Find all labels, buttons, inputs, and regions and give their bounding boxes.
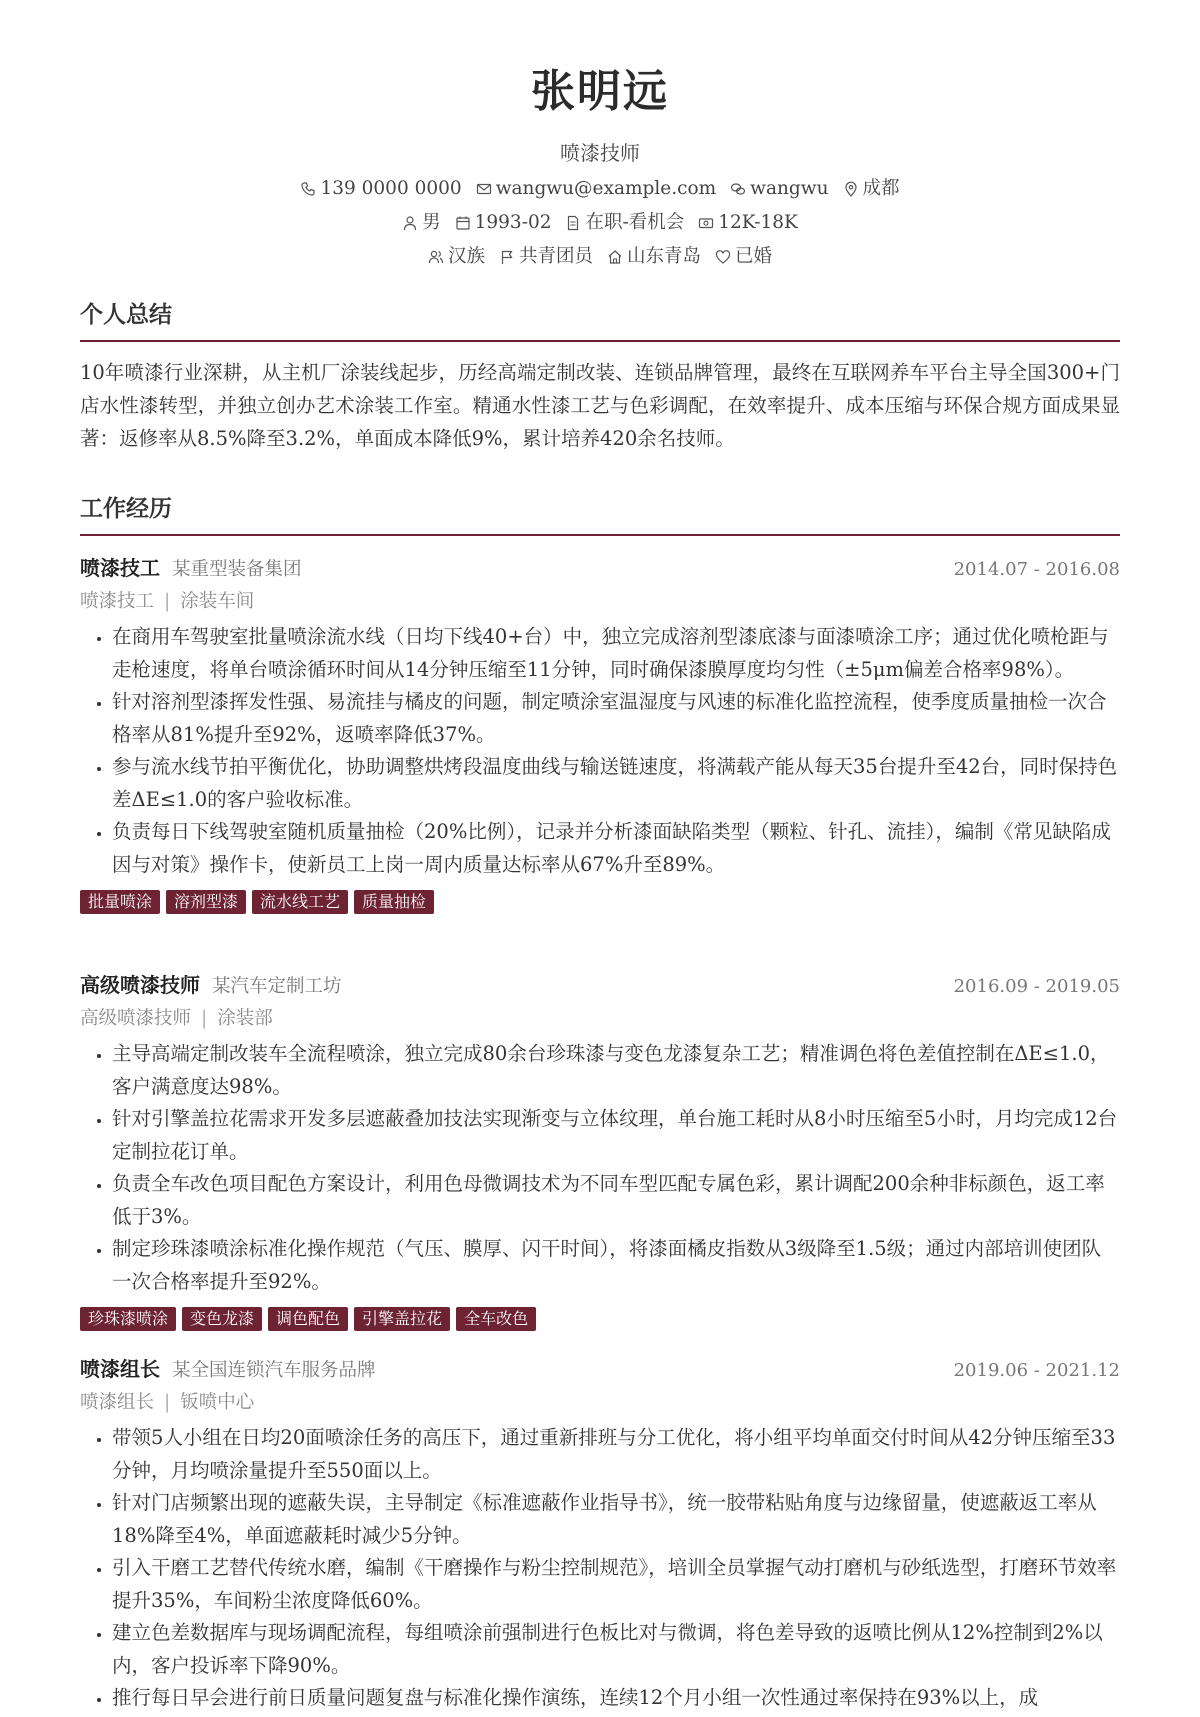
birth-text: 1993-02 xyxy=(474,212,552,233)
job-bullets xyxy=(80,1422,1120,1715)
skill-tag: 溶剂型漆 xyxy=(166,890,246,914)
skill-tag: 全车改色 xyxy=(456,1307,536,1331)
candidate-name: 张明远 xyxy=(531,66,669,117)
job-subline: 喷漆组长 | 钣喷中心 xyxy=(80,1392,255,1413)
list-item: • 负责全车改色项目配色方案设计，利用色母微调技术为不同车型匹配专属色彩，累计调配200余种非标颜色，返工率低于3%。 xyxy=(112,1168,1120,1233)
job-entry xyxy=(80,553,1120,914)
skill-tag: 批量喷涂 xyxy=(80,890,160,914)
marital-item xyxy=(715,244,772,270)
skill-tag: 质量抽检 xyxy=(354,890,434,914)
job-subline: 高级喷漆技师 | 涂装部 xyxy=(80,1008,273,1029)
mail-icon xyxy=(476,181,492,197)
job-department: 钣喷中心 xyxy=(180,1392,255,1413)
job-entry xyxy=(80,970,1120,1331)
section-title: 工作经历 xyxy=(80,493,1120,536)
phone-text: 139 0000 0000 xyxy=(320,178,462,199)
city-text: 成都 xyxy=(862,178,900,199)
summary-section xyxy=(80,299,1120,455)
ethnicity-item xyxy=(428,244,485,270)
phone-item xyxy=(300,176,461,202)
job-entry xyxy=(80,1354,1120,1715)
skill-tag: 引擎盖拉花 xyxy=(354,1307,450,1331)
job-position: 高级喷漆技师 xyxy=(80,1008,192,1029)
resume-header xyxy=(0,0,1200,270)
job-department: 涂装车间 xyxy=(180,591,255,612)
list-item: • 建立色差数据库与现场调配流程，每组喷涂前强制进行色板比对与微调，将色差导致的返喷比例从12%控制到2%以内，客户投诉率下降90%。 xyxy=(112,1617,1120,1682)
skill-tag: 珍珠漆喷涂 xyxy=(80,1307,176,1331)
ethnicity-text: 汉族 xyxy=(447,246,485,267)
hometown-text: 山东青岛 xyxy=(627,246,702,267)
marital-text: 已婚 xyxy=(735,246,773,267)
home-icon xyxy=(607,249,623,265)
location-pin-icon xyxy=(843,181,859,197)
list-item: • 带领5人小组在日均20面喷涂任务的高压下，通过重新排班与分工优化，将小组平均单面交付时间从42分钟压缩至33分钟，月均喷涂量提升至550面以上。 xyxy=(112,1422,1120,1487)
list-item: • 推行每日早会进行前日质量问题复盘与标准化操作演练，连续12个月小组一次性通过率保持在93%以上，成 xyxy=(112,1682,1120,1715)
job-title: 喷漆技工 xyxy=(80,556,160,580)
status-item xyxy=(565,210,684,236)
list-item: • 主导高端定制改装车全流程喷涂，独立完成80余台珍珠漆与变色龙漆复杂工艺；精准调色将色差值控制在ΔE≤1.0，客户满意度达98%。 xyxy=(112,1038,1120,1103)
group-icon xyxy=(428,249,444,265)
job-header xyxy=(80,1354,1120,1386)
politics-text: 共青团员 xyxy=(518,246,593,267)
company-name: 某全国连锁汽车服务品牌 xyxy=(172,1360,376,1381)
job-subline: 喷漆技工 | 涂装车间 xyxy=(80,591,255,612)
job-department: 涂装部 xyxy=(217,1008,273,1029)
email-text: wangwu@example.com xyxy=(495,178,717,199)
list-item: • 针对门店频繁出现的遮蔽失误，主导制定《标准遮蔽作业指导书》，统一胶带粘贴角度与边缘留量，使遮蔽返工率从18%降至4%，单面遮蔽耗时减少5分钟。 xyxy=(112,1487,1120,1552)
list-item: • 针对溶剂型漆挥发性强、易流挂与橘皮的问题，制定喷涂室温湿度与风速的标准化监控流程，使季度质量抽检一次合格率从81%提升至92%，返喷率降低37%。 xyxy=(112,686,1120,751)
flag-icon xyxy=(499,249,515,265)
job-date: 2019.06 - 2021.12 xyxy=(953,1360,1120,1381)
personal-row xyxy=(0,210,1200,236)
skill-tag: 调色配色 xyxy=(268,1307,348,1331)
email-item xyxy=(476,176,716,202)
list-item: • 负责每日下线驾驶室随机质量抽检（20%比例），记录并分析漆面缺陷类型（颗粒、针孔、流挂），编制《常见缺陷成因与对策》操作卡，使新员工上岗一周内质量达标率从67%升至89%。 xyxy=(112,816,1120,881)
salary-text: 12K-18K xyxy=(718,212,798,233)
company-name: 某重型装备集团 xyxy=(172,559,302,580)
status-text: 在职-看机会 xyxy=(585,212,685,233)
wechat-item xyxy=(730,176,828,202)
extra-row xyxy=(0,244,1200,270)
list-item: • 引入干磨工艺替代传统水磨，编制《干磨操作与粉尘控制规范》，培训全员掌握气动打磨机与砂纸选型，打磨环节效率提升35%，车间粉尘浓度降低60%。 xyxy=(112,1552,1120,1617)
heart-icon xyxy=(715,249,731,265)
job-header xyxy=(80,553,1120,585)
company-name: 某汽车定制工坊 xyxy=(212,976,342,997)
section-title: 个人总结 xyxy=(80,299,1120,342)
job-title: 喷漆组长 xyxy=(80,1357,160,1381)
city-item xyxy=(843,176,900,202)
skill-tags xyxy=(80,890,1120,914)
job-position: 喷漆技工 xyxy=(80,591,155,612)
job-position: 喷漆组长 xyxy=(80,1392,155,1413)
list-item: • 参与流水线节拍平衡优化，协助调整烘烤段温度曲线与输送链速度，将满载产能从每天35台提升至42台，同时保持色差ΔE≤1.0的客户验收标准。 xyxy=(112,751,1120,816)
salary-item xyxy=(698,210,798,236)
experience-section xyxy=(80,493,1120,536)
job-title: 高级喷漆技师 xyxy=(80,973,200,997)
gender-text: 男 xyxy=(422,212,441,233)
money-icon xyxy=(698,215,714,231)
birth-item xyxy=(455,210,552,236)
user-icon xyxy=(402,215,418,231)
list-item: • 制定珍珠漆喷涂标准化操作规范（气压、膜厚、闪干时间），将漆面橘皮指数从3级降至1.5级；通过内部培训使团队一次合格率提升至92%。 xyxy=(112,1233,1120,1298)
job-bullets xyxy=(80,1038,1120,1298)
skill-tag: 变色龙漆 xyxy=(182,1307,262,1331)
phone-icon xyxy=(300,181,316,197)
hometown-item xyxy=(607,244,701,270)
calendar-icon xyxy=(455,215,471,231)
skill-tag: 流水线工艺 xyxy=(252,890,348,914)
document-icon xyxy=(565,215,581,231)
job-target: 喷漆技师 xyxy=(560,141,640,165)
list-item: • 针对引擎盖拉花需求开发多层遮蔽叠加技法实现渐变与立体纹理，单台施工耗时从8小时压缩至5小时，月均完成12台定制拉花订单。 xyxy=(112,1103,1120,1168)
wechat-text: wangwu xyxy=(750,178,829,199)
skill-tags xyxy=(80,1307,1120,1331)
politics-item xyxy=(499,244,593,270)
job-date: 2016.09 - 2019.05 xyxy=(953,976,1120,997)
contact-row xyxy=(0,176,1200,202)
wechat-icon xyxy=(730,181,746,197)
job-bullets xyxy=(80,621,1120,881)
job-header xyxy=(80,970,1120,1002)
gender-item xyxy=(402,210,441,236)
summary-text: 10年喷漆行业深耕，从主机厂涂装线起步，历经高端定制改装、连锁品牌管理，最终在互联网养车平台主导全国300+门店水性漆转型，并独立创办艺术涂装工作室。精通水性漆工艺与色彩调配，在效率提升、成本压缩与环保合规方面成果显著：返修率从8.5%降至3.2%，单面成本降低9%，累计培养420余名技师。 xyxy=(80,361,1120,450)
job-date: 2014.07 - 2016.08 xyxy=(953,559,1120,580)
list-item: • 在商用车驾驶室批量喷涂流水线（日均下线40+台）中，独立完成溶剂型漆底漆与面漆喷涂工序；通过优化喷枪距与走枪速度，将单台喷涂循环时间从14分钟压缩至11分钟，同时确保漆膜厚度均匀性（±5μm偏差合格率98%）。 xyxy=(112,621,1120,686)
